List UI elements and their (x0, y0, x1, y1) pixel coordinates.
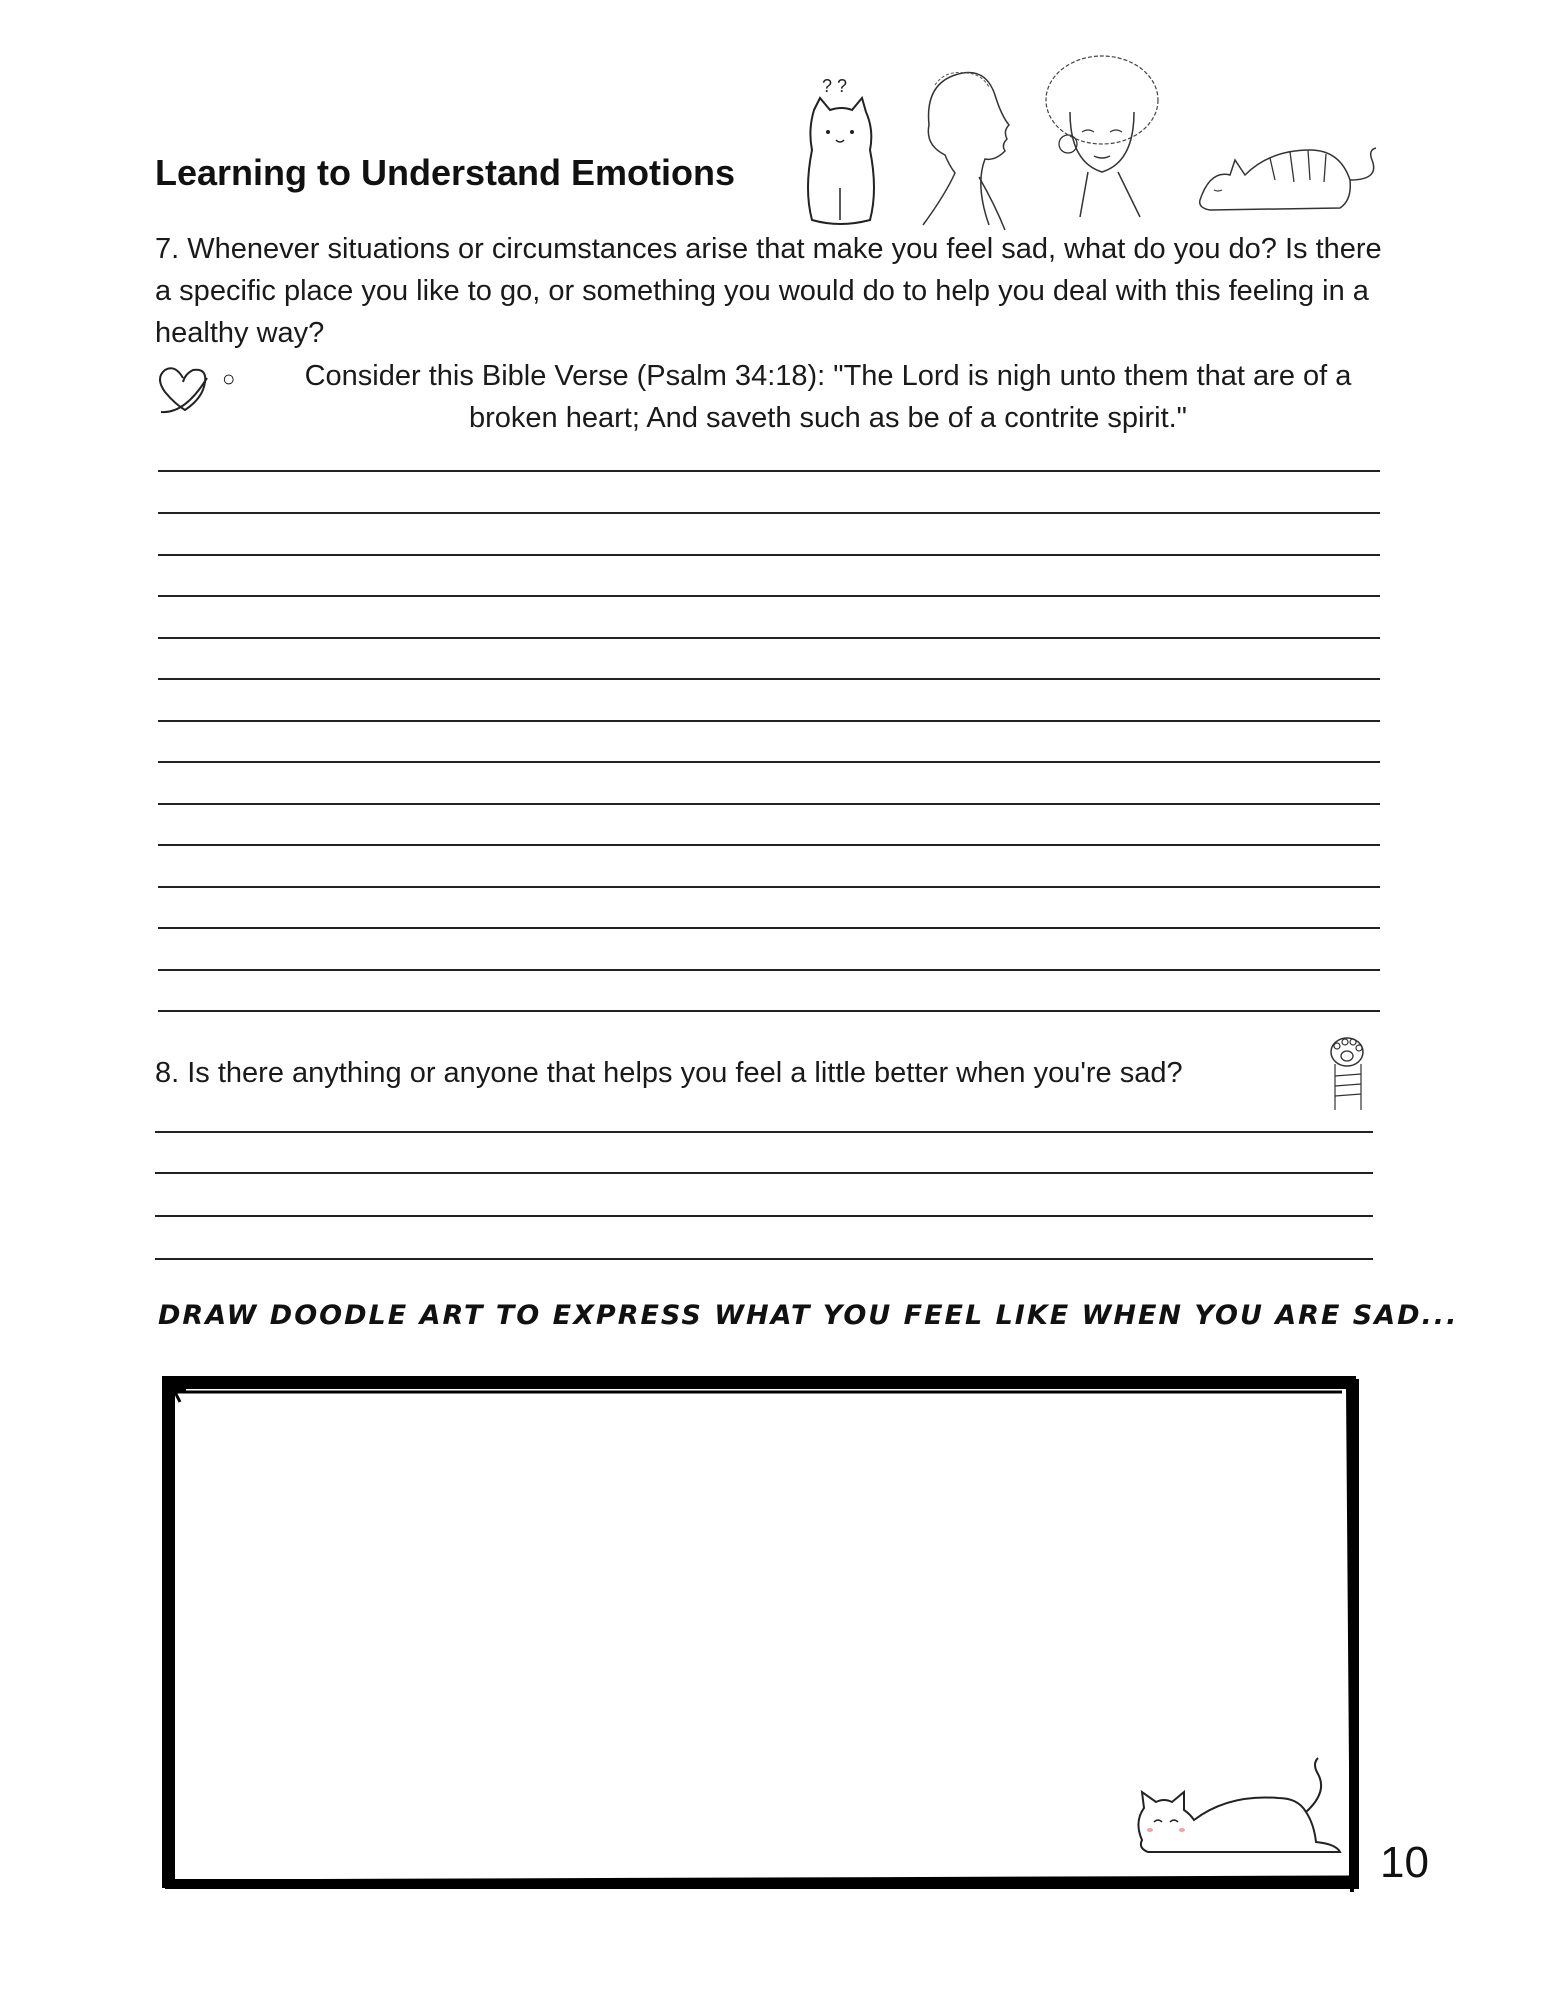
cat-question-icon (800, 70, 880, 230)
svg-text:? ?: ? ? (822, 76, 848, 96)
lying-cat-icon (1128, 1752, 1348, 1862)
question-7-text: 7. Whenever situations or circumstances arise that make you feel sad, what do you do? Is there a specific place you like to go, or something you would do to help you deal with this feeling in a healthy way? (155, 233, 1382, 349)
question-8-text: 8. Is there anything or anyone that helps you feel a little better when you're sad? (155, 1057, 1183, 1089)
answer-line[interactable] (158, 886, 1380, 888)
answer-line[interactable] (155, 1131, 1373, 1133)
answer-line[interactable] (155, 1215, 1373, 1217)
answer-line[interactable] (158, 512, 1380, 514)
answer-line[interactable] (158, 927, 1380, 929)
answer-line[interactable] (158, 969, 1380, 971)
answer-line[interactable] (155, 1172, 1373, 1174)
answer-line[interactable] (158, 470, 1380, 472)
cat-paw-icon (1325, 1030, 1370, 1112)
woman-portrait-icon (1040, 52, 1170, 217)
answer-line[interactable] (158, 803, 1380, 805)
doodle-heading: DRAW DOODLE ART TO EXPRESS WHAT YOU FEEL LIKE WHEN YOU ARE SAD... (158, 1300, 1459, 1331)
answer-line[interactable] (158, 678, 1380, 680)
answer-line[interactable] (158, 637, 1380, 639)
answer-line[interactable] (155, 1258, 1373, 1260)
answer-line[interactable] (158, 1010, 1380, 1012)
verse-bullet: ○ (222, 366, 236, 391)
answer-line[interactable] (158, 554, 1380, 556)
heart-icon (155, 360, 213, 420)
sleeping-cat-icon (1190, 120, 1385, 215)
page-number: 10 (1380, 1838, 1429, 1887)
answer-line[interactable] (158, 720, 1380, 722)
answer-line[interactable] (158, 761, 1380, 763)
woman-profile-icon (915, 65, 1025, 230)
answer-line[interactable] (158, 844, 1380, 846)
page-title: Learning to Understand Emotions (155, 152, 736, 193)
answer-line[interactable] (158, 595, 1380, 597)
bible-verse: Consider this Bible Verse (Psalm 34:18): "The Lord is nigh unto them that are of a broken heart; And saveth such as be of a contrite spirit." (304, 360, 1352, 434)
